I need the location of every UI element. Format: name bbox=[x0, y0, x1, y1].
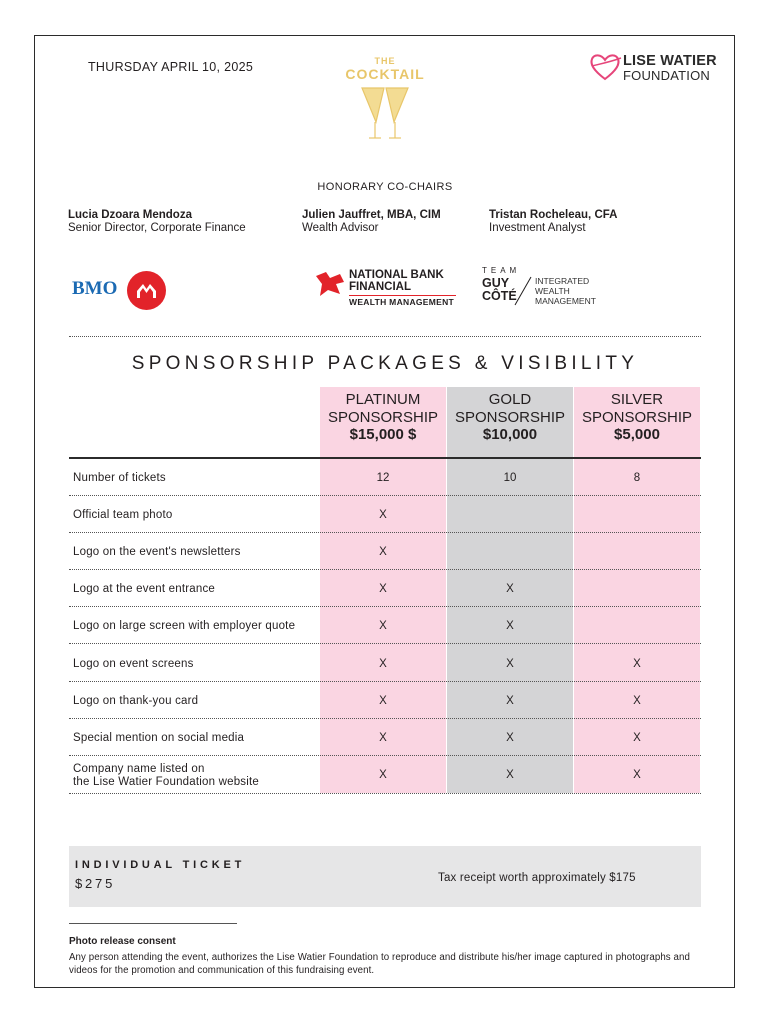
section-title: SPONSORSHIP PACKAGES & VISIBILITY bbox=[131, 353, 639, 374]
cochair-1 bbox=[68, 209, 246, 235]
nbf-line-2: FINANCIAL bbox=[349, 281, 411, 293]
row-label: Logo on event screens bbox=[73, 658, 194, 670]
package-name: PLATINUM bbox=[345, 391, 421, 408]
cell-gold: X bbox=[506, 769, 514, 781]
cell-platinum: X bbox=[379, 769, 387, 781]
heart-icon bbox=[588, 52, 622, 82]
cell-platinum: X bbox=[379, 546, 387, 558]
cell-platinum: X bbox=[379, 620, 387, 632]
row-label-line-1: Company name listed on bbox=[73, 763, 205, 775]
cocktail-logo bbox=[338, 52, 432, 144]
cell-gold: X bbox=[506, 695, 514, 707]
silver-header bbox=[574, 391, 700, 444]
row-label: Logo on thank-you card bbox=[73, 695, 199, 707]
cochair-2 bbox=[302, 209, 441, 235]
row-divider bbox=[69, 793, 701, 794]
cochair-role: Investment Analyst bbox=[489, 222, 586, 234]
ticket-label: INDIVIDUAL TICKET bbox=[75, 859, 246, 871]
cochair-name: Julien Jauffret, MBA, CIM bbox=[302, 209, 441, 221]
separator-line bbox=[69, 923, 237, 924]
cell-silver: X bbox=[633, 732, 641, 744]
team-cote: CÔTÉ bbox=[482, 289, 517, 303]
iwm-line-1: INTEGRATED bbox=[535, 276, 590, 286]
event-date: THURSDAY APRIL 10, 2025 bbox=[88, 60, 254, 74]
row-divider bbox=[69, 606, 701, 607]
nbf-line-3: WEALTH MANAGEMENT bbox=[349, 297, 455, 307]
cell-silver: X bbox=[633, 769, 641, 781]
ticket-price: $275 bbox=[75, 876, 116, 891]
cochair-3 bbox=[489, 209, 617, 235]
photo-release-text: Any person attending the event, authorizes the Lise Watier Foundation to reproduce and distribute his/her image captured in photographs and videos for the promotion and communication of this fundraising event. bbox=[69, 952, 691, 976]
package-name: SILVER bbox=[610, 391, 664, 408]
cochair-name: Lucia Dzoara Mendoza bbox=[68, 209, 192, 221]
cell-silver: X bbox=[633, 658, 641, 670]
cell-silver: 8 bbox=[633, 472, 641, 484]
bmo-logo-text: BMO bbox=[72, 278, 118, 299]
cochair-name: Tristan Rocheleau, CFA bbox=[489, 209, 618, 221]
cocktail-logo-the: THE bbox=[374, 56, 396, 66]
cell-gold: X bbox=[506, 620, 514, 632]
row-label: Logo at the event entrance bbox=[73, 583, 216, 595]
integrated-wealth-management bbox=[535, 276, 596, 306]
row-divider bbox=[69, 718, 701, 719]
package-name: GOLD bbox=[488, 391, 532, 408]
glass-right-icon bbox=[386, 88, 408, 122]
cell-silver: X bbox=[633, 695, 641, 707]
cell-platinum: X bbox=[379, 583, 387, 595]
package-price: $5,000 bbox=[614, 426, 660, 443]
row-label: Official team photo bbox=[73, 509, 173, 521]
team-label: TEAM bbox=[482, 266, 521, 275]
bmo-roundel-icon bbox=[127, 271, 166, 310]
cell-gold: X bbox=[506, 732, 514, 744]
gold-header bbox=[447, 391, 573, 444]
cell-gold: X bbox=[506, 583, 514, 595]
package-price: $15,000 $ bbox=[349, 426, 417, 443]
row-divider bbox=[69, 643, 701, 644]
package-type: SPONSORSHIP bbox=[327, 408, 439, 426]
team-guy: GUY bbox=[482, 276, 510, 290]
row-divider bbox=[69, 755, 701, 756]
package-price: $10,000 bbox=[482, 426, 538, 443]
cell-platinum: X bbox=[379, 732, 387, 744]
row-label: Logo on large screen with employer quote bbox=[73, 620, 296, 632]
row-label bbox=[73, 763, 259, 788]
cochair-role: Senior Director, Corporate Finance bbox=[68, 222, 246, 234]
cell-platinum: 12 bbox=[376, 472, 390, 484]
section-divider bbox=[69, 336, 701, 337]
row-label: Number of tickets bbox=[73, 472, 166, 484]
platinum-header bbox=[320, 391, 446, 444]
nbf-line-1: NATIONAL BANK bbox=[349, 269, 444, 281]
nbf-eagle-icon bbox=[314, 268, 346, 300]
cell-platinum: X bbox=[379, 658, 387, 670]
row-label-line-2: the Lise Watier Foundation website bbox=[73, 775, 259, 788]
row-divider bbox=[69, 681, 701, 682]
row-divider bbox=[69, 495, 701, 496]
slash-icon bbox=[513, 276, 533, 306]
cocktail-logo-word: COCKTAIL bbox=[345, 66, 425, 82]
foundation-name: LISE WATIER bbox=[623, 53, 717, 69]
photo-release-title: Photo release consent bbox=[69, 936, 176, 947]
package-type: SPONSORSHIP bbox=[454, 408, 566, 426]
row-divider bbox=[69, 532, 701, 533]
nbf-divider bbox=[349, 295, 456, 296]
cell-gold: 10 bbox=[503, 472, 517, 484]
row-label: Special mention on social media bbox=[73, 732, 245, 744]
foundation-word: FOUNDATION bbox=[623, 68, 710, 83]
cell-platinum: X bbox=[379, 509, 387, 521]
header-rule bbox=[69, 457, 701, 459]
row-label: Logo on the event's newsletters bbox=[73, 546, 241, 558]
iwm-line-2: WEALTH bbox=[535, 286, 570, 296]
ticket-tax-receipt: Tax receipt worth approximately $175 bbox=[438, 872, 636, 884]
team-guy-cote bbox=[482, 277, 517, 303]
cell-platinum: X bbox=[379, 695, 387, 707]
package-type: SPONSORSHIP bbox=[581, 408, 693, 426]
cochairs-title: HONORARY CO-CHAIRS bbox=[317, 181, 453, 193]
glass-left-icon bbox=[362, 88, 384, 122]
iwm-line-3: MANAGEMENT bbox=[535, 296, 596, 306]
row-divider bbox=[69, 569, 701, 570]
cochair-role: Wealth Advisor bbox=[302, 222, 379, 234]
cell-gold: X bbox=[506, 658, 514, 670]
